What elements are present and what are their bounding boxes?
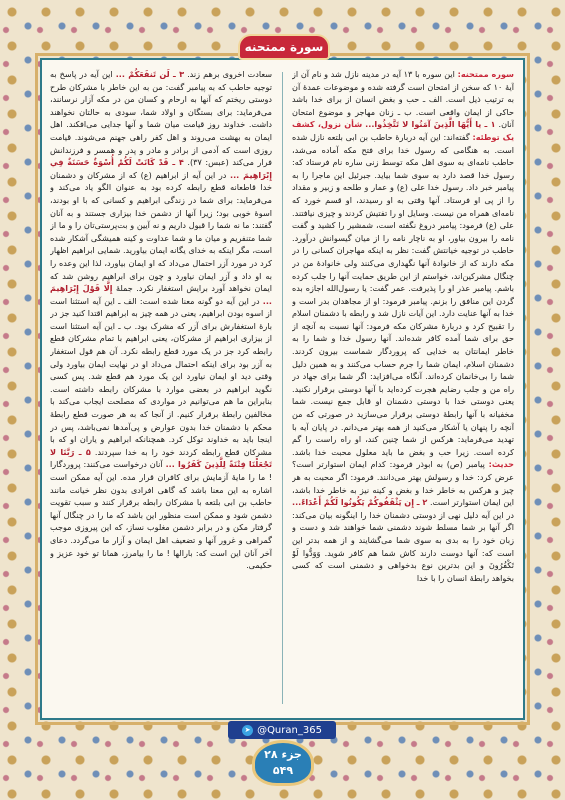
text-segment: این آیه در پاسخ به توجیه حاطب که به پیامبر گفت: من به این خاطر با مشرکان طرح دوستی ریختم که آنها به ارحام و کسان من در مکه آزار نرسانند، می‌فرماید: برای بستگان و اولاد شما، سودی به حالتان نخواهند داشت. خداوند روز قیامت میان شما و آنها جدایی می‌افکند. اهل ایمان به بهشت می‌روند و اهل کفر راهی جهنم می‌شوند. قیامت روزی است که آدمی از برادر و مادر و پدر و همسر و فرزندانش فرار می‌کند (عبس: ۳۷).: [50, 69, 272, 168]
text-segment: پیامبر (ص) به ابوذر فرمود: کدام ایمان استوارتر است؟ عرض کرد: خدا و رسولش بهتر می‌دانند. فرمود: اگر محبت به هر چیز و هرکس به خاطر خدا و بغض و کینه نیز به خاطر خدا باشد، این ایمان استوارتر است.: [292, 459, 514, 508]
column-divider: [282, 72, 283, 704]
verse-segment: ۳ ـ لَن تَنفَعَكُمْ ...: [115, 69, 185, 79]
text-segment: در این آیه از ابراهیم (ع) که از مشرکان و دشمنان خدا قاطعانه قطع رابطه کرده بود به عنوان الگو یاد می‌کند و می‌فرماید: برای شما در زندگی ابراهیم و کسانی که با او بودند، اسوهٔ خوبی بود؛ زیرا آنها از دشمن خدا بیزاری جستند و به آنان گفتند: ما نه شما را قبول داریم و نه آیین و بت‌پرستی‌تان را و ما از شما متنفریم و میان ما و شما عداوت و کینه همیشگی آشکار شده است، مگر اینکه به خدای یگانه ایمان بیاورید. شمایی ابراهیم اظهار کرد در مورد آزر احتمال می‌داد که او ایمان بیاورد، لذا این وعده را به او داد و آزر ایمان نیاورد و چون برای ابراهیم روشن شد که ایمان نخواهد آورد برایش استغفار نکرد. جملهٔ: [50, 169, 272, 294]
channel-handle: @Quran_365: [257, 724, 322, 736]
verse-segment: ۴ ـ قَدْ كَانَتْ لَكُمْ أُسْوَةٌ حَسَنَةٌ فِي إِبْرَاهِيمَ ...: [50, 157, 272, 180]
telegram-icon: ➤: [242, 725, 253, 736]
hadith-label-segment: حدیث:: [488, 459, 514, 470]
text-segment: گفته‌اند: این آیه دربارهٔ حاطب بن ابی بلتعه نازل شده است. به هنگامی که رسول خدا برای فتح مکه آماده می‌شد، حاطب نامه‌ای به سوی اهل مکه توسط زنی ساره نام فرستاد که: رسول خدا قصد دارد به سوی شما بیاید. جبرئیل این ماجرا را به پیامبر خبر داد. رسول خدا علی (ع) و عمار و طلحه و زبیر و مقداد را از پی او فرستاد. آنها وقتی به او رسیدند، او قسم خورد که نامه‌ای همراه من نیست. وسایل او را تفتیش کردند و چیزی نیافتند. علی (ع) فرمود: پیامبر دروغ نگفته است، شمشیر را کشید و گفت نامه را بیرون بیاور، او به ناچار نامه را از میان گیسوانش درآورد. حاطب در توجیه خیانتش گفت: نظر به اینکه مهاجران کسانی را در مکه دارند که از خانوادهٔ آنها نگهداری می‌کنند ولی خانوادهٔ من در چنگال مشرکین‌اند، خواستم از این طریق حمایت آنها را جلب کرده باشم. پیامبر عذر او را پذیرفت. عمر گفت: یا رسول‌الله اجازه بده گردن این منافق را بزنم. پیامبر فرمود: او از مجاهدان بدر است و خدا به آنها عنایت دارد. این آیات نازل شد و رابطه با دشمنان اسلام را تقبیح کرد و دربارهٔ مشرکان مکه فرمود: آنها نسبت به آنچه از حق برای شما آمده کافر شده‌اند. آنها رسول خدا و شما را به خاطر ایمانتان به خدایی که پروردگار شماست بیرون کردند. دشمنان اسلام، ایمان شما را جرم حساب می‌کنند و به همین دلیل شما را بی‌خانمان کرده‌اند. آنگاه می‌افزاید: اگر شما برای جهاد در راه من و جلب رضایم هجرت کرده‌اید با آنها دوستی برقرار نکنید. یعنی دوستی خدا با دوستی دشمنان او قابل جمع نیست. شما مخفیانه با آنها رابطهٔ دوستی برقرار می‌سازید در صورتی که من آنچه را پنهان یا آشکار می‌کنید از همه بهتر می‌دانم. در پایان آیه با تهدید می‌فرماید: هرکس از شما چنین کند، او راه راست را گم کرده است. زیرا حب و بغض ما باید معلول محبت خدا باشد.: [292, 131, 514, 457]
juz-label: جزء ۲۸: [264, 748, 302, 761]
intro-label-segment: سوره ممتحنه:: [457, 69, 514, 79]
column-paragraph: [292, 68, 514, 584]
surah-title: سورة ممتحنه: [238, 34, 330, 60]
text-segment: در این آیه دلیل نهی از دوستی دشمنان خدا را اینگونه بیان می‌کند: اگر آنها بر شما مسلط شوند دشمنی شما خواهند شد و دست و زبان خود را به بدی به سوی شما می‌گشایند و از همه بدتر این است که: آنها دوست دارند کاش شما هم کافر شوید. وَوَدُّوا لَوْ تَكْفُرُونَ و این بدترین نوع بدخواهی و دشمنی است که کسی بخواهد رابطهٔ انسان را با خدا: [292, 509, 514, 583]
text-segment: این سوره با ۱۳ آیه در مدینه نازل شد و نام آن از آیهٔ ۱۰ که سخن از امتحان است گرفته شده و موضوعات عمدهٔ آن به ترتیب ذیل است. الف ـ حب و بغض انسان از برای خدا باشد حاکی از ایمان واقعی است. ب ـ زنان مهاجر و موضوع امتحان آنان.: [292, 69, 514, 130]
telegram-channel[interactable]: [228, 721, 336, 739]
text-segment: سعادت اخروی برهم زند.: [187, 69, 272, 79]
text-segment: آنان درخواست می‌کنند: پروردگارا ! ما را مایهٔ آزمایش برای کافران قرار مده. این آیه ممکن است اشاره به این معنا باشد که گاهی افرادی بدون نظر خیانت مانند حاطب بن ابی بلتعه با مشرکان رابطه برقرار کنند و سبب تقویت دشمن شود و ممکن است منظور این باشد که ما را در چنگال آنها گرفتار مکن و در برابر دشمن مغلوب نساز، که این پیروزی موجب گمراهی و غرور آنها و تضعیف اهل ایمان و آزار ما می‌گردد. دعای آخر آنان این است که: بارالها ! ما را بیامرز، همانا تو خود عزیز و حکیمی.: [50, 459, 272, 571]
right-column: [292, 68, 514, 708]
verse-segment: ۵ ـ رَبَّنَا لا تَجْعَلْنَا فِتْنَةً لِلَّذِينَ كَفَرُوا ...: [50, 446, 272, 470]
column-paragraph: [50, 68, 272, 572]
page-number: ۵۴۹: [272, 764, 294, 777]
verse-segment: ۲ ـ إِن يَثْقَفُوكُمْ يَكُونُوا لَكُمْ أَعْدَاءً...: [292, 497, 428, 508]
page-badge: [252, 740, 314, 786]
text-segment: در این آیه دو گونه معنا شده است: الف ـ این آیه استثنا است از اسوه بودن ابراهیم، یعنی در همه چیز به ابراهیم اقتدا کنید جز در بارهٔ استغفارش برای آزر که مشرک بود. ب ـ این آیه استثنا است از بیزاری ابراهیم از مشرکان، یعنی ابراهیم با تمام مشرکان قطع رابطه کرد جز در یک مورد قطع رابطه نکرد. آن هم قول استغفار به آزر بود برای اینکه احتمال می‌داد او در نهایت ایمان بیاورد ولی وقتی دید او ایمان نیاورد این یک مورد هم قطع شد. پس کسی نگوید ابراهیم در بعضی موارد با مشرکان رابطه داشته است. بنابراین ما هم می‌توانیم در مواردی که مصلحت ایجاب می‌کند با مخالفین رابطهٔ برقرار کنیم. از آنجا که به هر صورت قطع رابطهٔ محکم با دشمنان خدا بدون عوارض و پی‌آمدها نمی‌باشد، پس در اینجا باید به خداوند توکل کرد. همچنانکه ابراهیم و یاران او که با مشرکان قطع رابطه کردند خود را به خدا سپردند.: [50, 295, 272, 457]
left-column: [50, 68, 272, 708]
occasion-segment: شأن نزول، کشف یک توطئه:: [292, 119, 514, 142]
verse-segment: إِلَّا قَوْلَ إِبْرَاهِيمَ ...: [50, 283, 272, 306]
verse-segment: ۱ ـ يا أَيُّهَا الَّذِينَ آمَنُوا لا تَتَّخِذُوا...: [365, 119, 496, 130]
